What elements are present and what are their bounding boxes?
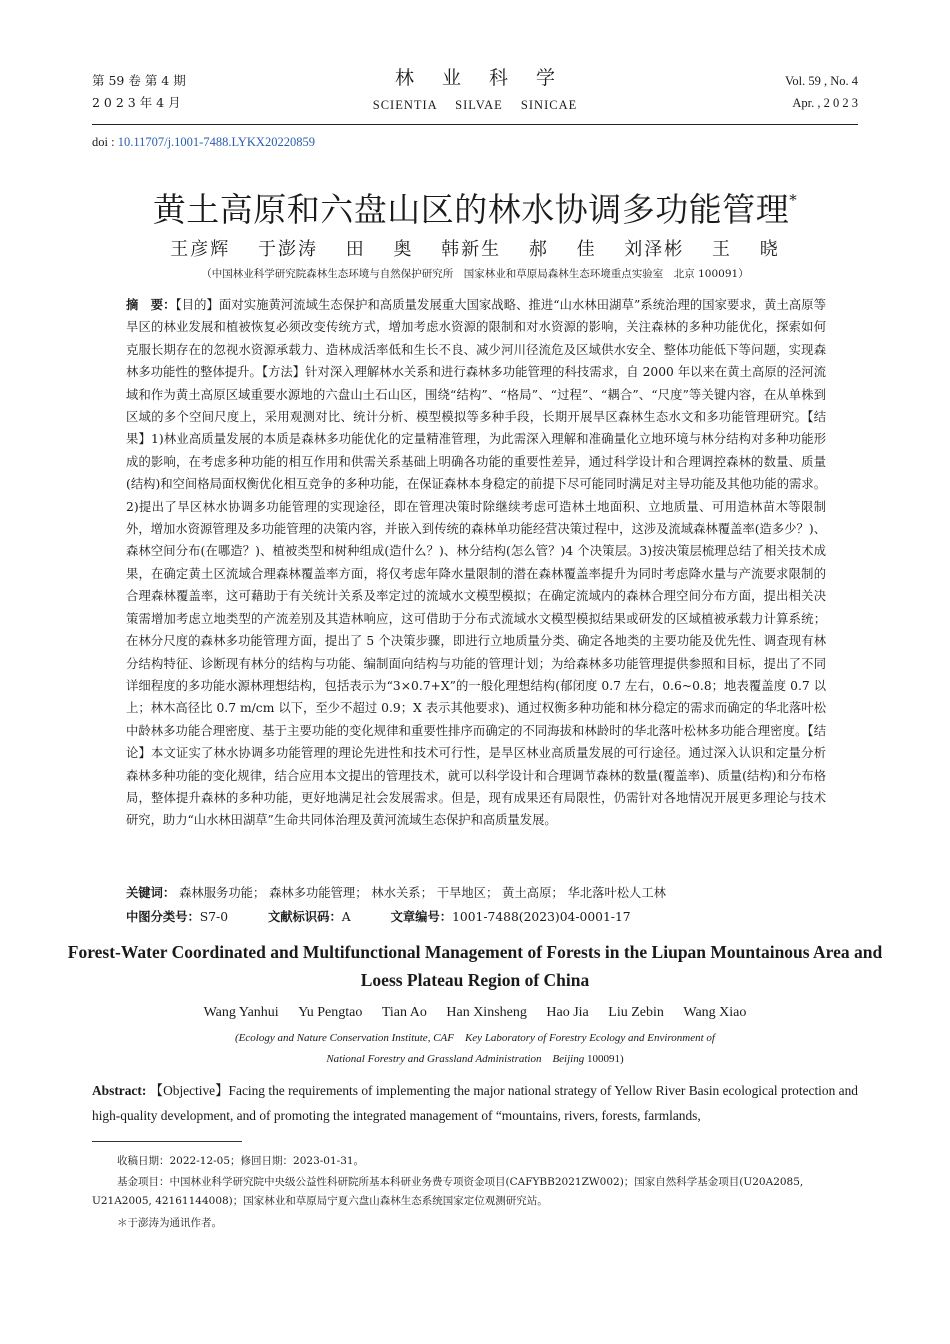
footnote-corresponding: ＊于澎涛为通讯作者。 [117, 1217, 222, 1229]
affiliation-en-postcode: 100091) [586, 1053, 624, 1065]
author-en: Hao Jia [546, 1005, 589, 1020]
affiliation-cn: （中国林业科学研究院森林生态环境与自然保护研究所 国家林业和草原局森林生态环境重点实验室 北京 100091） [201, 268, 749, 280]
doc-code-value: A [341, 910, 351, 924]
clc-item [126, 910, 228, 924]
footnote-funding: 基金项目：中国林业科学研究院中央级公益性科研院所基本科研业务费专项资金项目(CAFYBB2021ZW002)；国家自然科学基金项目(U20A2085, U21A2005, 42161144008)；国家林业和草原局宁夏六盘山森林生态系统国家定位观测研究站。 [92, 1176, 804, 1207]
date-cn: 2 0 2 3 年 4 月 [92, 95, 181, 110]
article-title-en: Forest-Water Coordinated and Multifunctional Management of Forests in the Liupan Mountainous Area and Loess Plateau Region of China [67, 942, 883, 990]
doc-code-item [268, 910, 351, 924]
volume-cn: 第 59 卷 第 4 期 [92, 73, 186, 88]
clc-label: 中图分类号： [126, 909, 200, 924]
clc-value: S7-0 [199, 910, 229, 924]
doi-link[interactable]: 10.11707/j.1001-7488.LYKX20220859 [117, 135, 315, 149]
journal-header [92, 64, 858, 122]
article-title-cn [0, 178, 950, 232]
author-en: Wang Xiao [683, 1005, 747, 1020]
author-en: Han Xinsheng [446, 1005, 527, 1020]
affiliation-en-line2-text: National Forestry and Grassland Administration Beijing [326, 1053, 585, 1065]
header-rule [92, 124, 858, 125]
abstract-cn [126, 294, 826, 832]
article-no-item [391, 910, 631, 924]
header-right [785, 70, 858, 114]
journal-name-en: SCIENTIA SILVAE SINICAE [372, 98, 578, 112]
doc-code-label: 文献标识码： [267, 909, 342, 924]
author-en: Yu Pengtao [298, 1005, 363, 1020]
abstract-label-en: Abstract: [92, 1083, 147, 1098]
article-no-value: 1001-7488(2023)04-0001-17 [452, 910, 631, 924]
keywords-label: 关键词： [126, 885, 176, 900]
abstract-en [92, 1078, 858, 1128]
doi-line [92, 135, 315, 150]
classification-line [126, 906, 826, 928]
affiliation-en-line1-text: (Ecology and Nature Conservation Institute, CAF Key Laboratory of Forestry Ecology and Environment of [235, 1032, 715, 1044]
volume-en: Vol. 59 , No. 4 [784, 74, 858, 88]
author-en: Wang Yanhui [203, 1005, 279, 1020]
title-text-cn: 黄土高原和六盘山区的林水协调多功能管理 [152, 190, 790, 229]
header-center [92, 64, 858, 116]
affiliation-en-line1 [0, 1028, 950, 1049]
abstract-label-cn: 摘 要： [126, 297, 176, 312]
abstract-text-en: 【Objective】Facing the requirements of implementing the major national strategy of Yellow River Basin ecological protection and high-quality development, and of promoting the integrated management of “mountains, rivers, forests, farmlands, [92, 1083, 858, 1123]
authors-en [0, 1002, 950, 1024]
author-en: Tian Ao [381, 1005, 427, 1020]
keywords-cn [126, 882, 826, 904]
article-no-label: 文章编号： [390, 909, 453, 924]
authors-cn: 王彦辉 于澎涛 田 奥 韩新生 郝 佳 刘泽彬 王 晓 [170, 239, 780, 260]
doi-label: doi : [92, 135, 115, 149]
author-en: Liu Zebin [608, 1005, 664, 1020]
keywords-text: 森林服务功能； 森林多功能管理； 林水关系； 干旱地区； 黄土高原； 华北落叶松人工林 [179, 886, 666, 900]
footnote-received: 收稿日期：2022-12-05；修回日期：2023-01-31。 [117, 1155, 365, 1167]
abstract-text-cn: 【目的】面对实施黄河流域生态保护和高质量发展重大国家战略、推进“山水林田湖草”系统治理的国家要求，黄土高原等旱区的林业发展和植被恢复必须改变传统方式，增加考虑水资源的限制和对水资源的影响，关注森林的多种功能优化，探索如何克服长期存在的忽视水资源承载力、造林成活率低和生长不良、减少河川径流危及区域供水安全、整体功能低下等问题，实现森林多功能性的整体提升。【方法】针对深入理解林水关系和进行森林多功能管理的科技需求，自 2000 年以来在黄土高原的泾河流域和作为黄土高原区域重要水源地的六盘山土石山区，围绕“结构”、“格局”、“过程”、“耦合”、“尺度”等关键内容，在从单株到区域的多个空间尺度上，采用观测对比、统计分析、模型模拟等多种手段，长期开展旱区森林生态水文和多功能管理研究。【结果】1)林业高质量发展的本质是森林多功能优化的定量精准管理，为此需深入理解和准确量化立地环境与林分结构对多种功能形成的影响，在考虑多种功能的相互作用和供需关系基础上明确各功能的重要性差异，通过科学设计和合理调控森林的数量、质量(结构)和空间格局面权衡优化相互竞争的多种功能，在保证森林本身稳定的前提下尽可能同时满足对主导功能及其他功能的需求。2)提出了旱区林水协调多功能管理的实现途径，即在管理决策时除继续考虑可造林土地面积、立地质量、可用造林苗木等限制外，增加水资源管理及多功能管理的决策内容，并嵌入到传统的森林单功能经营决策过程中，这涉及流域森林覆盖率(造多少？)、森林空间分布(在哪造？)、植被类型和树种组成(造什么？)、林分结构(怎么管？)4 个决策层。3)按决策层梳理总结了相关技术成果，在确定黄土区流域合理森林覆盖率方面，将仅考虑年降水量限制的潜在森林覆盖率提升为同时考虑降水量与产流要求限制的合理森林覆盖率，这可藉助于有关统计关系及率定过的流域水文模型模拟；在确定流域内的森林合理空间分布方面，提出相关决策需增加考虑立地类型的产流差别及其造林响应，这可借助于分布式流域水文模型模拟结果或研发的区域植被承载力计算系统；在林分尺度的森林多功能管理方面，提出了 5 个决策步骤，即进行立地质量分类、确定各地类的主要功能及优先性、调查现有林分结构特征、诊断现有林分的结构与功能、编制面向结构与功能的管理计划；为给森林多功能管理提供参照和目标，提出了不同详细程度的多功能水源林理想结构，包括表示为“3×0.7+X”的一般化理想结构(郁闭度 0.7 左右，0.6~0.8；地表覆盖度 0.7 以上；林木高径比 0.7 m/cm 以下，至少不超过 0.9；X 表示其他要求)、通过权衡多种功能和林分稳定的需求而确定的华北落叶松中龄林多功能合理密度、基于主要功能的变化规律和重要性排序而确定的不同海拔和林龄时的华北落叶松林多功能合理密度。【结论】本文证实了林水协调多功能管理的理论先进性和技术可行性，是旱区林业高质量发展的可行途径。通过深入认识和定量分析森林多种功能的变化规律，结合应用本文提出的管理技术，就可以科学设计和合理调节森林的数量(覆盖率)、质量(结构)和分布格局，整体提升森林的多种功能，更好地满足社会发展需求。但是，现有成果还有局限性，仍需针对各地情况开展更多理论与技术研究，助力“山水林田湖草”生命共同体治理及黄河流域生态保护和高质量发展。 [126, 298, 826, 828]
affiliation-en-line2 [0, 1049, 950, 1070]
footnote-rule [92, 1141, 242, 1142]
journal-name-cn: 林业科学 [394, 67, 583, 89]
affiliation-en [0, 1028, 950, 1070]
title-footnote-mark: * [789, 191, 798, 209]
date-en: Apr. , 2 0 2 3 [792, 96, 858, 110]
